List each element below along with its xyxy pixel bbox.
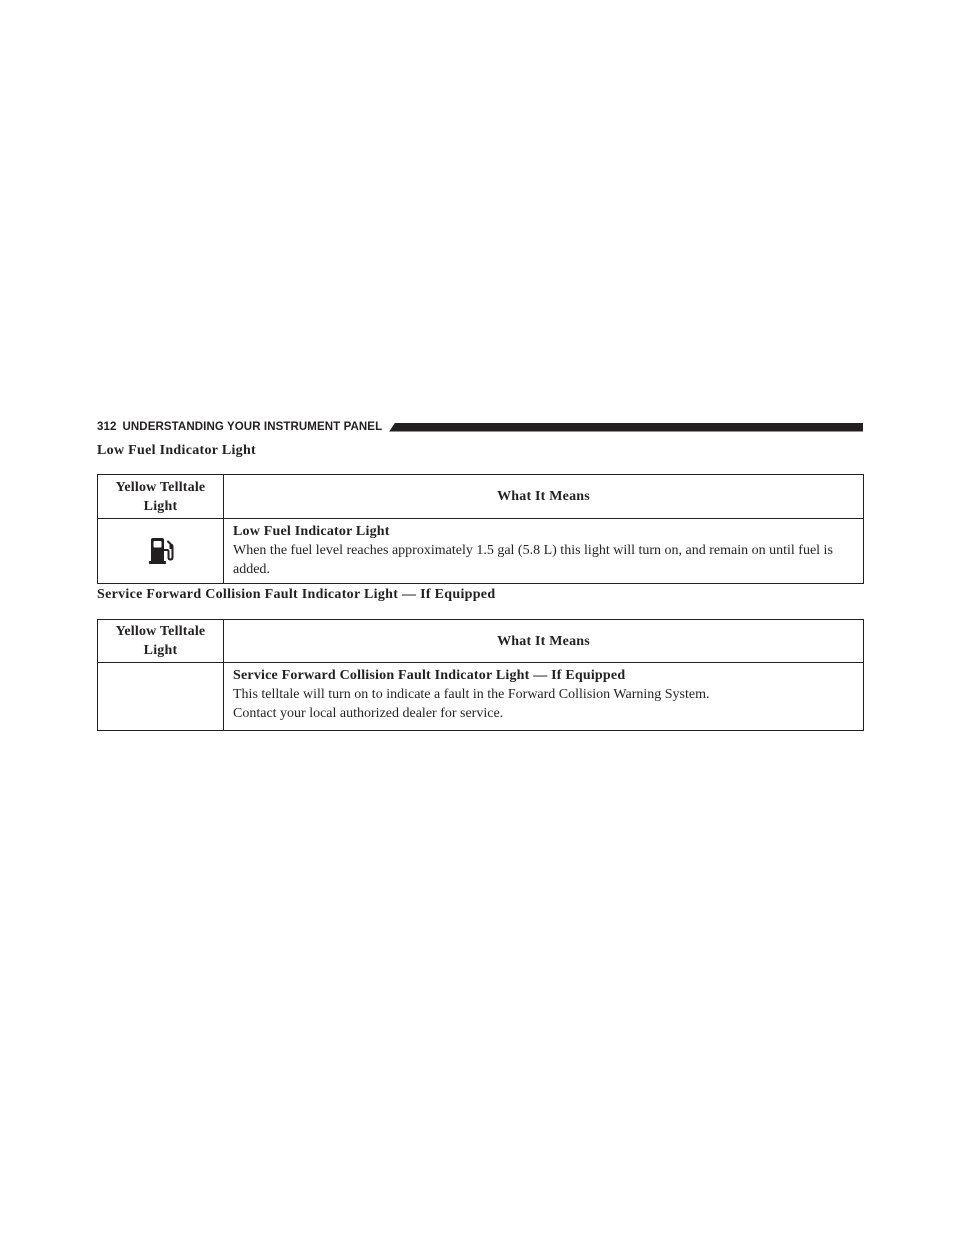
table-header-row: [98, 475, 864, 519]
col-header-telltale: [98, 475, 224, 519]
description-text: When the fuel level reaches approximately 1.5 gal (5.8 L) this light will turn on, and remain on until fuel is added.: [233, 543, 833, 577]
page-number: 312: [97, 421, 117, 433]
description-title: Service Forward Collision Fault Indicator Light — If Equipped: [233, 668, 626, 683]
table-header-row: [98, 620, 864, 663]
page-header: [97, 418, 863, 436]
table-row: [98, 519, 864, 584]
telltale-description: [224, 663, 864, 731]
col-header-telltale-line1: Yellow Telltale: [115, 479, 206, 495]
fuel-pump-icon: [148, 537, 174, 565]
col-header-meaning: What It Means: [224, 620, 864, 663]
col-header-telltale-line2: Light: [143, 498, 178, 514]
low-fuel-telltale-table: [97, 474, 864, 584]
forward-collision-telltale-table: [97, 619, 864, 731]
telltale-icon-cell-empty: [98, 663, 224, 731]
telltale-description: [224, 519, 864, 584]
section-title-low-fuel: Low Fuel Indicator Light: [97, 443, 257, 458]
table-row: [98, 663, 864, 731]
col-header-telltale: [98, 620, 224, 663]
description-text-line2: Contact your local authorized dealer for service.: [233, 706, 504, 721]
description-title: Low Fuel Indicator Light: [233, 524, 390, 539]
col-header-meaning: What It Means: [224, 475, 864, 519]
chapter-title: UNDERSTANDING YOUR INSTRUMENT PANEL: [122, 421, 383, 433]
col-header-telltale-line1: Yellow Telltale: [115, 624, 206, 639]
col-header-telltale-line2: Light: [143, 643, 178, 658]
header-rule: [389, 423, 863, 432]
description-text-line1: This telltale will turn on to indicate a fault in the Forward Collision Warning System.: [233, 687, 710, 702]
telltale-icon-cell: [98, 519, 224, 584]
section-title-forward-collision: Service Forward Collision Fault Indicator Light — If Equipped: [97, 587, 496, 602]
